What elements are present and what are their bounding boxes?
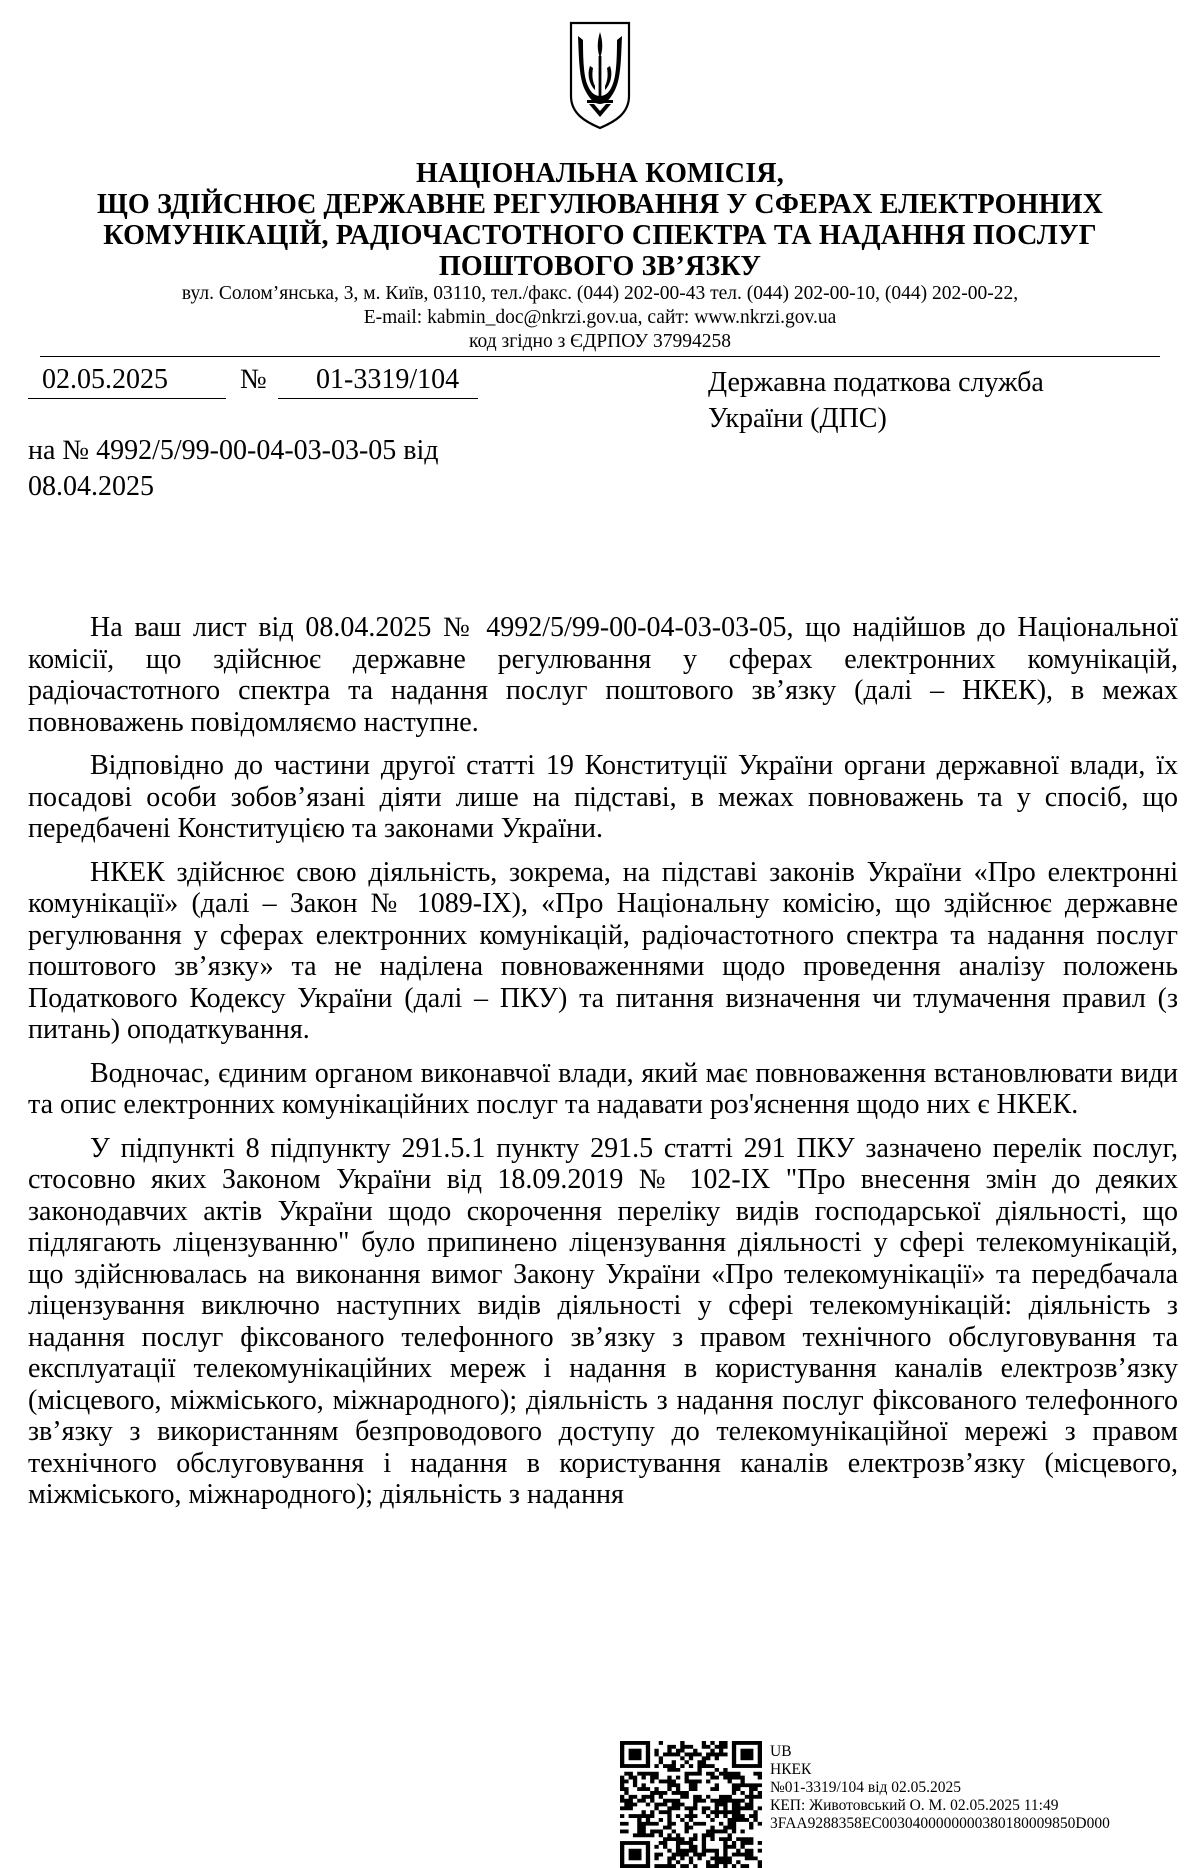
reference — [28, 433, 548, 505]
signature-details — [770, 1743, 1110, 1833]
coat-of-arms-icon — [565, 20, 635, 130]
signature-line: UB — [770, 1743, 792, 1760]
addressee-line: Державна податкова служба — [708, 367, 1044, 398]
letter-body — [28, 612, 1178, 1523]
reference-line: 08.04.2025 — [28, 471, 154, 502]
addressee — [708, 365, 1168, 437]
email-line: E-mail: kabmin_doc@nkrzi.gov.ua, сайт: www.nkrzi.gov.ua — [363, 307, 837, 328]
org-name-line: ПОШТОВОГО ЗВ’ЯЗКУ — [438, 251, 762, 282]
signature-line: КЕП: Животовський О. М. 02.05.2025 11:49 — [770, 1797, 1059, 1814]
reference-line: на № 4992/5/99-00-04-03-03-05 від — [28, 435, 439, 466]
address-line: вул. Солом’янська, 3, м. Київ, 03110, тел./факс. (044) 202-00-43 тел. (044) 202-00-10, (044) 202-00-22, — [181, 283, 1019, 304]
body-paragraph: Водночас, єдиним органом виконавчої влади, який має повноваження встановлювати види та опис електронних комунікаційних послуг та надавати роз'яснення щодо них є НКЕК. — [28, 1057, 1178, 1120]
registration-number-sign: № — [240, 364, 267, 395]
qr-code-icon — [620, 1741, 762, 1868]
signature-stamp — [620, 1741, 1180, 1868]
body-paragraph: Відповідно до частини другої статті 19 Конституції України органи державної влади, їх посадові особи зобов’язані діяти лише на підставі, в межах повноважень та у спосіб, що передбачені Конституцією та законами України. — [28, 750, 1178, 844]
org-name-line: НАЦІОНАЛЬНА КОМІСІЯ, — [416, 158, 784, 189]
org-name-line: ЩО ЗДІЙСНЮЄ ДЕРЖАВНЕ РЕГУЛЮВАННЯ У СФЕРАХ ЕЛЕКТРОННИХ — [96, 189, 1104, 220]
signature-line: №01-3319/104 від 02.05.2025 — [770, 1779, 962, 1796]
signature-line: 3FAA9288358EC0030400000000380180009850D000 — [770, 1815, 1110, 1832]
registration-number: 01-3319/104 — [278, 362, 478, 399]
org-name-line: КОМУНІКАЦІЙ, РАДІОЧАСТОТНОГО СПЕКТРА ТА НАДАННЯ ПОСЛУГ — [103, 220, 1097, 251]
body-paragraph: На ваш лист від 08.04.2025 № 4992/5/99-00-04-03-03-05, що надійшов до Національної комісії, що здійснює державне регулювання у сферах електронних комунікацій, радіочастотного спектра та надання послуг поштового зв’язку (далі – НКЕК), в межах повноважень повідомляємо наступне. — [28, 612, 1178, 738]
letterhead — [0, 158, 1200, 354]
body-paragraph: У підпункті 8 підпункту 291.5.1 пункту 291.5 статті 291 ПКУ зазначено перелік послуг, стосовно яких Законом України від 18.09.2019 № 102-IX "Про внесення змін до деяких законодавчих актів України щодо скорочення переліку видів господарської діяльності, що підлягають ліцензуванню" було припинено ліцензування діяльності у сфері телекомунікацій, що здійснювалась на виконання вимог Закону України «Про телекомунікації» та передбачала ліцензування виключно наступних видів діяльності у сфері телекомунікацій: діяльність з надання послуг фіксованого телефонного зв’язку з правом технічного обслуговування та експлуатації телекомунікаційних мереж і надання в користування каналів електрозв’язку (місцевого, міжміського, міжнародного); діяльність з надання послуг фіксованого телефонного зв’язку з використанням безпроводового доступу до телекомунікаційної мережі з правом технічного обслуговування і надання в користування каналів електрозв’язку (місцевого, міжміського, міжнародного); діяльність з надання — [28, 1132, 1178, 1510]
addressee-line: України (ДПС) — [708, 403, 887, 434]
registration-date: 02.05.2025 — [28, 362, 226, 399]
header-divider — [40, 356, 1160, 357]
signature-line: НКЕК — [770, 1761, 812, 1778]
body-paragraph: НКЕК здійснює свою діяльність, зокрема, на підставі законів України «Про електронні комунікації» (далі – Закон № 1089-IX), «Про Національну комісію, що здійснює державне регулювання у сферах електронних комунікацій, радіочастотного спектра та надання послуг поштового зв’язку» та не наділена повноваженнями щодо проведення аналізу положень Податкового Кодексу України (далі – ПКУ) та питання визначення чи тлумачення правил (з питань) оподаткування. — [28, 856, 1178, 1045]
edrpou-line: код згідно з ЄДРПОУ 37994258 — [469, 331, 731, 352]
